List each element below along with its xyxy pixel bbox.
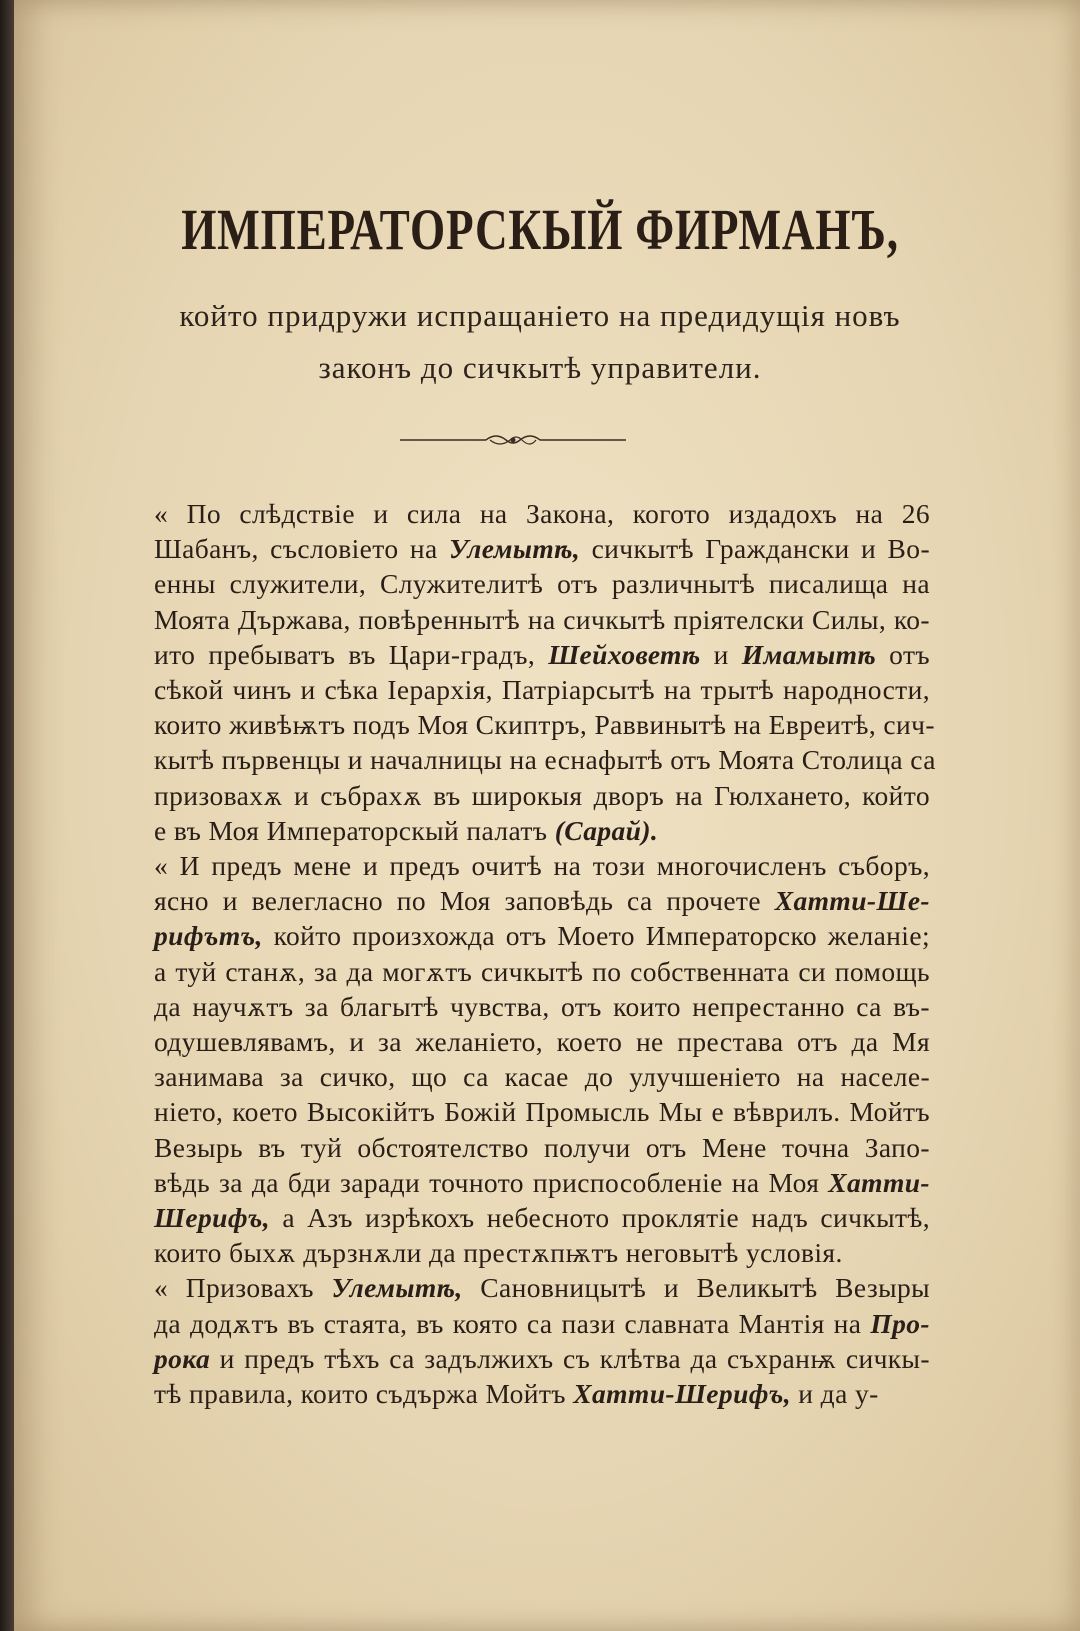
text-line <box>124 1200 930 1235</box>
text-line <box>124 989 930 1024</box>
text-run: кытѣ първенцы и началницы на еснафытѣ отъ Моята Столица са <box>154 744 936 776</box>
body-text <box>124 496 936 1411</box>
text-run: сичкытѣ Граждански и Во- <box>580 533 930 565</box>
text-line <box>124 707 935 742</box>
text-run: ясно и велегласно по Моя заповѣдь са прочете <box>154 885 775 917</box>
italic-term: Улемытѣ, <box>331 1272 463 1304</box>
text-line <box>124 566 930 601</box>
text-line <box>124 883 930 918</box>
text-run: а туй станѫ, за да могѫтъ сичкытѣ по собственната си помощь <box>154 955 930 987</box>
text-run: е въ Моя Императорскый палатъ <box>154 814 555 846</box>
subtitle-line-1: който придружи испращанieто на предидущiя новъ <box>179 298 901 333</box>
text-run: Сановницытѣ и Великытѣ Везыры <box>462 1272 930 1304</box>
text-run: сѣкой чинъ и сѣка Iерархiя, Патрiарсытѣ на трытѣ народности, <box>154 674 930 706</box>
text-line <box>124 954 930 989</box>
italic-term: Хатти-Шерифъ, <box>573 1378 792 1410</box>
text-line <box>124 531 930 566</box>
text-line <box>124 742 936 777</box>
italic-term: рока <box>154 1342 211 1374</box>
italic-term: Про- <box>870 1307 930 1339</box>
italic-term: Шерифъ, <box>154 1202 271 1234</box>
text-line <box>124 1341 930 1376</box>
text-line <box>124 848 930 883</box>
text-run: ито пребыватъ въ Цари-градъ, <box>154 638 549 670</box>
text-line <box>124 1270 930 1305</box>
text-run: « И предъ мене и предъ очитѣ на този многочисленъ съборъ, <box>154 850 930 882</box>
text-run: който произхожда отъ Моето Императорско желанie; <box>262 920 930 952</box>
text-line <box>124 918 930 953</box>
ornament-divider-icon <box>400 429 626 451</box>
italic-term: Имамытѣ <box>741 638 877 670</box>
text-run: Везырь въ туй обстоятелство получи отъ Мене точна Запо- <box>154 1131 930 1163</box>
subtitle-line-2: законъ до сичкытѣ управители. <box>318 350 762 385</box>
italic-term: Хатти- <box>828 1166 930 1198</box>
text-run: и <box>700 638 742 670</box>
text-run: тѣ правила, които съдържа Мойтъ <box>154 1378 574 1410</box>
text-line <box>124 1024 930 1059</box>
text-run: да додѫтъ въ стаята, въ която са пази славната Мантiя на <box>154 1307 871 1339</box>
text-run: и предъ тѣхъ са задължихъ съ клѣтва да съхранѭ сичкы- <box>210 1342 930 1374</box>
text-run: « Призовахъ <box>154 1272 332 1304</box>
text-run: които живѣѭтъ подъ Моя Скиптръ, Раввинытѣ на Евреитѣ, сич- <box>154 709 935 741</box>
text-line <box>124 1165 930 1200</box>
text-line <box>124 602 930 637</box>
italic-term: Хатти-Ше- <box>774 885 930 917</box>
text-line <box>124 1376 930 1411</box>
text-line <box>124 496 930 531</box>
text-run: одушевлявамъ, и за желанieто, което не престава отъ да Мя <box>154 1026 930 1058</box>
text-run: призовахѫ и събрахѫ въ широкыя дворъ на Гюлхането, който <box>154 779 930 811</box>
text-line <box>124 1235 930 1270</box>
text-run: да научѫтъ за благытѣ чувства, отъ които непрестанно са въ- <box>154 990 930 1022</box>
book-spine-edge <box>0 0 14 1631</box>
text-run: занимава за сичко, що са касае до улучшенieто на населе- <box>154 1061 930 1093</box>
text-run: отъ <box>876 638 931 670</box>
text-run: вѣдь за да бди заради точното приспособленie на Моя <box>154 1166 829 1198</box>
text-line <box>124 637 930 672</box>
text-run: Моята Държава, повѣреннытѣ на сичкытѣ прiятелски Силы, ко- <box>154 603 930 635</box>
text-line <box>124 672 930 707</box>
italic-term: Шейховетѣ <box>548 638 701 670</box>
text-line <box>124 1094 930 1129</box>
text-run: енны служители, Служителитѣ отъ различнытѣ писалища на <box>154 568 930 600</box>
italic-term: (Сарай). <box>554 814 659 846</box>
text-run: Шабанъ, съсловieто на <box>154 533 450 565</box>
text-run: « По слѣдствie и сила на Закона, когото издадохъ на 26 <box>154 498 930 529</box>
paragraph <box>124 1270 930 1411</box>
paragraph <box>124 496 936 848</box>
text-line <box>124 1130 930 1165</box>
paragraph <box>124 848 930 1270</box>
text-run: и да у- <box>791 1378 879 1410</box>
italic-term: Улемытѣ, <box>449 533 581 565</box>
text-line <box>124 1059 930 1094</box>
text-line <box>124 1306 930 1341</box>
text-line <box>124 813 930 848</box>
text-run: които быхѫ дързнѫли да престѫпѭтъ неговытѣ условiя. <box>154 1237 843 1269</box>
text-run: а Азъ изрѣкохъ небесното проклятie надъ сичкытѣ, <box>270 1202 930 1234</box>
text-line <box>124 778 930 813</box>
text-run: нieто, което Высокiйтъ Божiй Промысль Мы е вѣврилъ. Мойтъ <box>154 1096 930 1128</box>
italic-term: рифътъ, <box>154 920 263 952</box>
page-title: ИМПЕРАТОРСКЫЙ ФИРМАНЪ, <box>181 197 899 262</box>
